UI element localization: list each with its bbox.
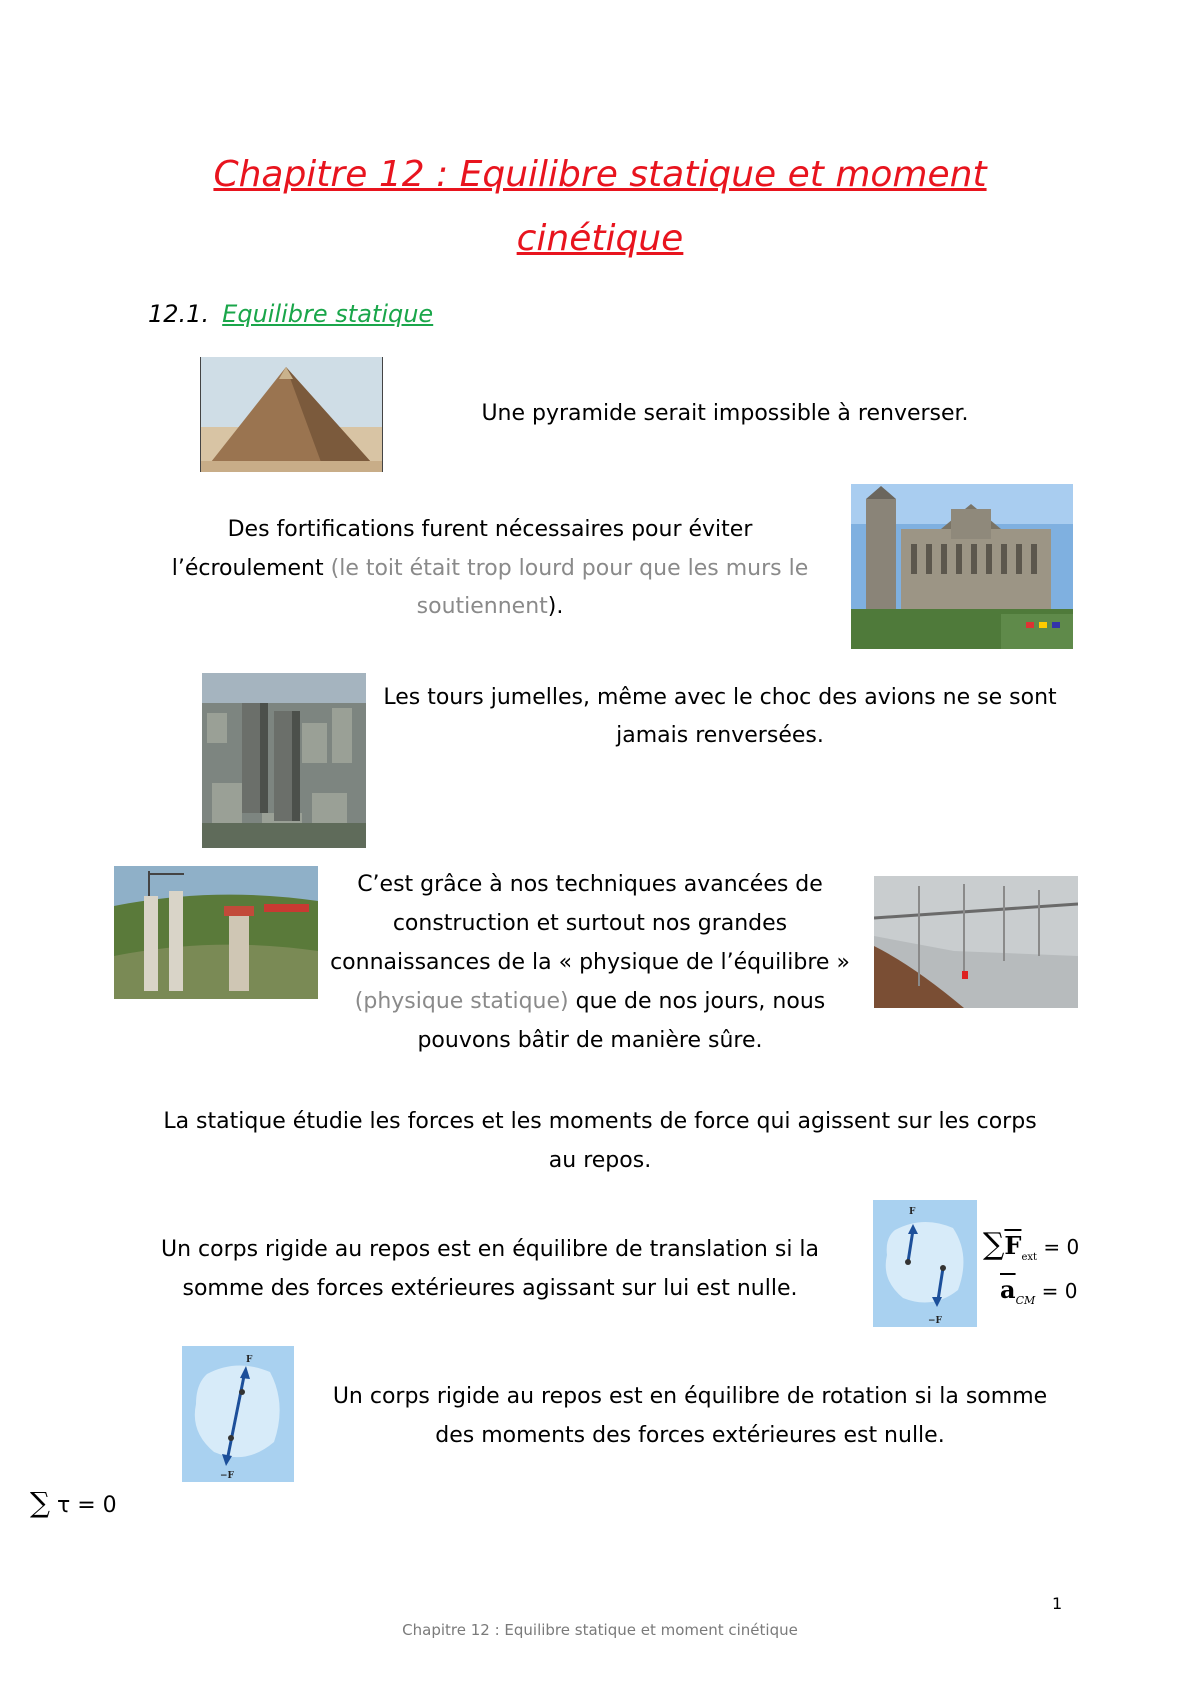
pyramid-text: Une pyramide serait impossible à renverser.: [481, 401, 969, 426]
translation-line2: somme des forces extérieures agissant sur lui est nulle.: [182, 1276, 798, 1301]
statique-line2: au repos.: [548, 1148, 652, 1173]
towers-line2: jamais renversées.: [616, 723, 824, 748]
tech-line2: construction et surtout nos grandes: [392, 911, 788, 936]
fortif-line2-gray: (le toit était trop lourd pour que les murs le: [330, 556, 809, 581]
translation-diagram: [873, 1200, 977, 1327]
force-subscript: ext: [1021, 1251, 1038, 1263]
torque-formula: [30, 1486, 117, 1519]
section-heading: [148, 300, 433, 328]
tech-line1: C’est grâce à nos techniques avancées de: [357, 872, 823, 897]
diagram-label-negF: −F: [928, 1316, 942, 1326]
pyramid-photo: [200, 357, 383, 472]
page-number: 1: [1052, 1594, 1063, 1613]
bridge-fog-photo: [874, 876, 1078, 1008]
rotation-line1: Un corps rigide au repos est en équilibre de rotation si la somme: [332, 1384, 1048, 1409]
force-sum-formula: [983, 1227, 1079, 1263]
sum-symbol: ∑: [983, 1227, 1005, 1262]
accel-formula: [1000, 1275, 1077, 1307]
accel-equals: = 0: [1035, 1279, 1078, 1303]
chapter-title-line1: Chapitre 12 : Equilibre statique et moment: [213, 154, 987, 195]
diagram-label-F: F: [909, 1207, 916, 1217]
twin-towers-photo: [202, 673, 366, 848]
tech-line5: pouvons bâtir de manière sûre.: [417, 1028, 763, 1053]
fortif-line2: [140, 549, 840, 588]
viaduct-construction-photo: [114, 866, 318, 999]
rotation-diagram: [182, 1346, 294, 1482]
translation-line1: Un corps rigide au repos est en équilibre de translation si la: [160, 1237, 820, 1262]
tech-line4-gray: (physique statique): [354, 989, 569, 1014]
tech-line4-black: que de nos jours, nous: [568, 989, 826, 1014]
force-equals: = 0: [1037, 1235, 1080, 1259]
towers-line1: Les tours jumelles, même avec le choc des avions ne se sont: [383, 685, 1057, 710]
rotation-label-negF: −F: [220, 1471, 234, 1481]
accel-symbol: $\overline{a}$: [1000, 1275, 1016, 1304]
rotation-label-F: F: [246, 1355, 253, 1365]
force-symbol: $\overline{F}$: [1004, 1231, 1022, 1260]
cathedral-photo: [851, 484, 1073, 649]
fortif-line3: [140, 587, 840, 626]
fortif-line3-gray: soutiennent: [416, 594, 548, 619]
torque-sum-symbol: ∑: [30, 1486, 50, 1519]
running-footer: Chapitre 12 : Equilibre statique et moment cinétique: [402, 1621, 798, 1639]
section-number: 12.1.: [148, 300, 210, 328]
torque-expression: τ = 0: [57, 1493, 117, 1518]
section-label: Equilibre statique: [222, 300, 434, 328]
tech-line3: connaissances de la « physique de l’équilibre »: [330, 950, 850, 975]
fortif-line3-black: ).: [547, 594, 564, 619]
rotation-line2: des moments des forces extérieures est nulle.: [435, 1423, 945, 1448]
statique-line1: La statique étudie les forces et les moments de force qui agissent sur les corps: [163, 1109, 1037, 1134]
tech-line4: [320, 982, 860, 1021]
fortif-line2-black: l’écroulement: [171, 556, 331, 581]
fortif-line1: Des fortifications furent nécessaires pour éviter: [227, 517, 753, 542]
accel-subscript: CM: [1015, 1293, 1036, 1307]
chapter-title-line2: cinétique: [516, 218, 684, 259]
